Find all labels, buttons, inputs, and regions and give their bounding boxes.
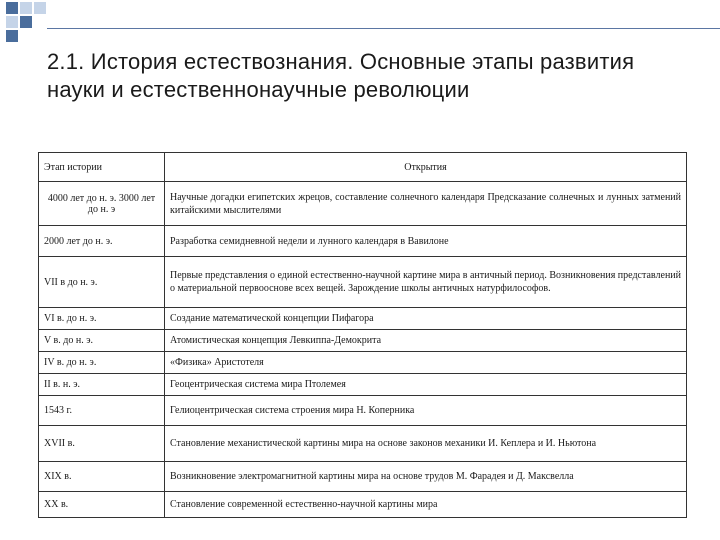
history-table <box>38 152 687 518</box>
table-row <box>39 330 687 352</box>
corner-square-decoration <box>6 2 18 14</box>
corner-square-decoration <box>6 16 18 28</box>
table-row <box>39 226 687 257</box>
corner-square-decoration <box>20 16 32 28</box>
table-row <box>39 308 687 330</box>
discovery-cell: «Физика» Аристотеля <box>165 352 687 374</box>
stage-cell: V в. до н. э. <box>39 330 165 352</box>
header-discoveries: Открытия <box>165 153 687 182</box>
corner-square-decoration <box>20 2 32 14</box>
header-stage: Этап истории <box>39 153 165 182</box>
table-row <box>39 396 687 426</box>
slide-title: 2.1. История естествознания. Основные этапы развития науки и естественнонаучные революции <box>47 49 635 102</box>
stage-cell: 2000 лет до н. э. <box>39 226 165 257</box>
discovery-cell: Становление механистической картины мира на основе законов механики И. Кеплера и И. Ньютона <box>165 426 687 462</box>
corner-square-decoration <box>6 30 18 42</box>
table-row <box>39 462 687 492</box>
table-header-row <box>39 153 687 182</box>
discovery-cell: Первые представления о единой естественно-научной картине мира в античный период. Возникновения представлений о материальной первооснове всех вещей. Зарождение школы античных натурфилософов. <box>165 257 687 308</box>
stage-cell: XIX в. <box>39 462 165 492</box>
stage-cell: 4000 лет до н. э. 3000 лет до н. э <box>39 182 165 226</box>
stage-cell: 1543 г. <box>39 396 165 426</box>
header-divider-line <box>47 28 720 29</box>
table-row <box>39 257 687 308</box>
table-row <box>39 426 687 462</box>
table-row <box>39 182 687 226</box>
stage-cell: XVII в. <box>39 426 165 462</box>
discovery-cell: Атомистическая концепция Левкиппа-Демокрита <box>165 330 687 352</box>
stage-cell: VII в до н. э. <box>39 257 165 308</box>
table-row <box>39 492 687 518</box>
discovery-cell: Возникновение электромагнитной картины мира на основе трудов М. Фарадея и Д. Максвелла <box>165 462 687 492</box>
stage-cell: VI в. до н. э. <box>39 308 165 330</box>
discovery-cell: Геоцентрическая система мира Птолемея <box>165 374 687 396</box>
stage-cell: IV в. до н. э. <box>39 352 165 374</box>
discovery-cell: Научные догадки египетских жрецов, составление солнечного календаря Предсказание солнечных и лунных затмений китайскими мыслителями <box>165 182 687 226</box>
stage-cell: II в. н. э. <box>39 374 165 396</box>
corner-square-decoration <box>34 2 46 14</box>
stage-cell: XX в. <box>39 492 165 518</box>
discovery-cell: Создание математической концепции Пифагора <box>165 308 687 330</box>
table-row <box>39 352 687 374</box>
discovery-cell: Разработка семидневной недели и лунного календаря в Вавилоне <box>165 226 687 257</box>
table-row <box>39 374 687 396</box>
discovery-cell: Становление современной естественно-научной картины мира <box>165 492 687 518</box>
discovery-cell: Гелиоцентрическая система строения мира Н. Коперника <box>165 396 687 426</box>
